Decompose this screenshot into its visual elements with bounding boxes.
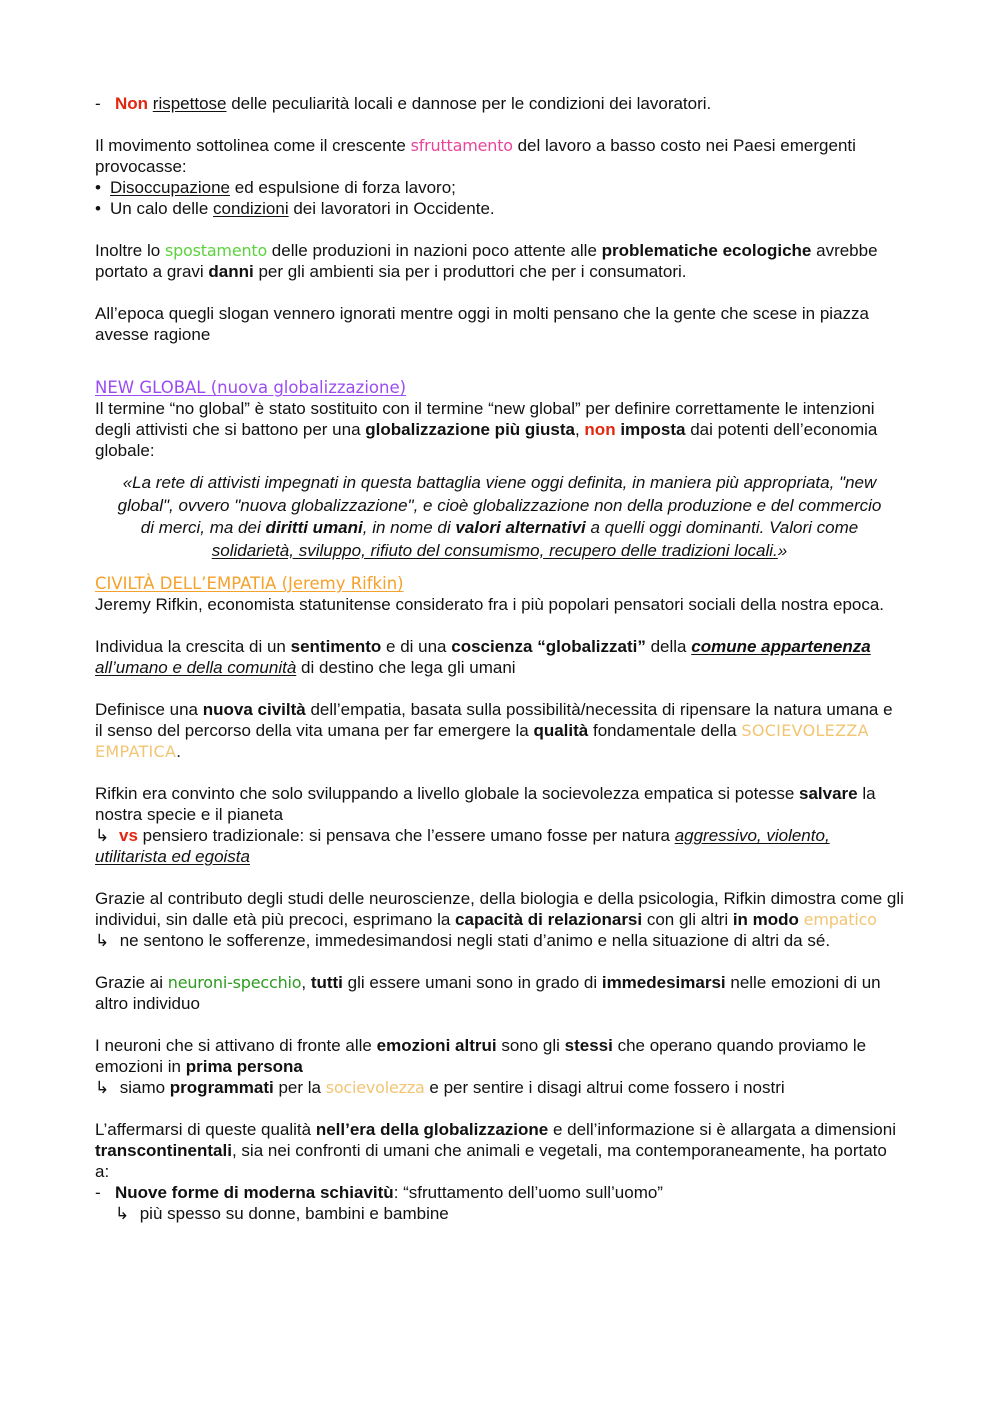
paragraph-neuroni: Grazie ai neuroni-specchio, tutti gli essere umani sono in grado di immedesimarsi nelle emozioni di un altro individuo <box>95 973 881 1013</box>
paragraph-rifkin-intro: Jeremy Rifkin, economista statunitense considerato fra i più popolari pensatori sociali della nostra epoca. <box>95 595 885 614</box>
paragraph-epoca: All’epoca quegli slogan vennero ignorati mentre oggi in molti pensano che la gente che scese in piazza avesse ragione <box>95 304 869 344</box>
arrow-icon: ↳ <box>95 931 110 950</box>
section-title-new-global: NEW GLOBAL (nuova globalizzazione) <box>95 378 407 397</box>
arrow-line-sofferenze: ↳ ne sentono le sofferenze, immedesimandosi negli stati d’animo e nella situazione di altri da sé. <box>95 931 831 950</box>
dash-marker: - <box>95 1183 101 1202</box>
highlight-empatico: empatico <box>803 910 877 929</box>
arrow-line-schiavitu: ↳ più spesso su donne, bambini e bambine <box>115 1204 449 1223</box>
intro-text: Non rispettose delle peculiarità locali e dannose per le condizioni dei lavoratori. <box>115 94 712 113</box>
paragraph-neuroni-attivano: I neuroni che si attivano di fronte alle emozioni altrui sono gli stessi che operano quando proviamo le emozioni in prima persona <box>95 1036 867 1076</box>
paragraph-individua: Individua la crescita di un sentimento e di una coscienza “globalizzati” della comune appartenenza all’umano e della comunità di destino che lega gli umani <box>95 637 871 677</box>
highlight-neuroni-specchio: neuroni-specchio <box>167 973 302 992</box>
list-item: • Disoccupazione ed espulsione di forza lavoro; <box>95 178 456 197</box>
arrow-line-programmati: ↳ siamo programmati per la socievolezza e per sentire i disagi altrui come fossero i nostri <box>95 1078 785 1097</box>
highlight-spostamento: spostamento <box>164 241 268 260</box>
arrow-icon: ↳ <box>95 1078 110 1097</box>
paragraph-grazie-studi: Grazie al contributo degli studi delle neuroscienze, della biologia e della psicologia, Rifkin dimostra come gli individui, sin dalle età più precoci, esprimano la capacità di relazionarsi con gli altri in modo empatico <box>95 889 904 929</box>
intro-line <box>95 93 904 114</box>
bullet-marker: • <box>95 199 101 218</box>
list-item: - Nuove forme di moderna schiavitù: “sfruttamento dell’uomo sull’uomo” <box>95 1183 663 1202</box>
paragraph-new-global: Il termine “no global” è stato sostituito con il termine “new global” per definire correttamente le intenzioni degli attivisti che si battono per una globalizzazione più giusta, non imposta dai potenti dell’economia globale: <box>95 399 878 460</box>
list-item: • Un calo delle condizioni dei lavoratori in Occidente. <box>95 199 495 218</box>
paragraph-movimento: Il movimento sottolinea come il crescente sfruttamento del lavoro a basso costo nei Paesi emergenti provocasse: <box>95 136 856 176</box>
paragraph-rifkin-convinto: Rifkin era convinto che solo sviluppando a livello globale la socievolezza empatica si potesse salvare la nostra specie e il pianeta <box>95 784 876 824</box>
paragraph-definisce: Definisce una nuova civiltà dell’empatia, basata sulla possibilità/necessita di ripensare la natura umana e il senso del percorso della vita umana per far emergere la qualità fondamentale della SOCIEVOLEZZA EMPATICA. <box>95 700 893 761</box>
arrow-icon: ↳ <box>115 1204 130 1223</box>
paragraph-inoltre: Inoltre lo spostamento delle produzioni in nazioni poco attente alle problematiche ecologiche avrebbe portato a gravi danni per gli ambienti sia per i produttori che per i consumatori. <box>95 241 878 281</box>
quote-block: «La rete di attivisti impegnati in questa battaglia viene oggi definita, in maniera più appropriata, "new global", ovvero "nuova globalizzazione", e cioè globalizzazione non della produzione e del commercio di merci, ma dei diritti umani, in nome di valori alternativi a quelli oggi dominanti. Valori come solidarietà, sviluppo, rifiuto del consumismo, recupero delle tradizioni locali.» <box>117 473 882 560</box>
section-title-empatia: CIVILTÀ DELL’EMPATIA (Jeremy Rifkin) <box>95 574 404 593</box>
highlight-socievolezza-empatica: SOCIEVOLEZZA EMPATICA <box>95 721 869 761</box>
arrow-line-vs: ↳ vs pensiero tradizionale: si pensava che l’essere umano fosse per natura aggressivo, violento, utilitarista ed egoista <box>95 826 830 866</box>
bullet-marker: • <box>95 178 101 197</box>
highlight-socievolezza: socievolezza <box>325 1078 425 1097</box>
highlight-sfruttamento: sfruttamento <box>410 136 513 155</box>
dash-marker: - <box>95 94 101 113</box>
paragraph-affermarsi: L’affermarsi di queste qualità nell’era della globalizzazione e dell’informazione si è allargata a dimensioni transcontinentali, sia nei confronti di umani che animali e vegetali, ma contemporaneamente, ha portato a: <box>95 1120 896 1181</box>
arrow-icon: ↳ <box>95 826 110 845</box>
